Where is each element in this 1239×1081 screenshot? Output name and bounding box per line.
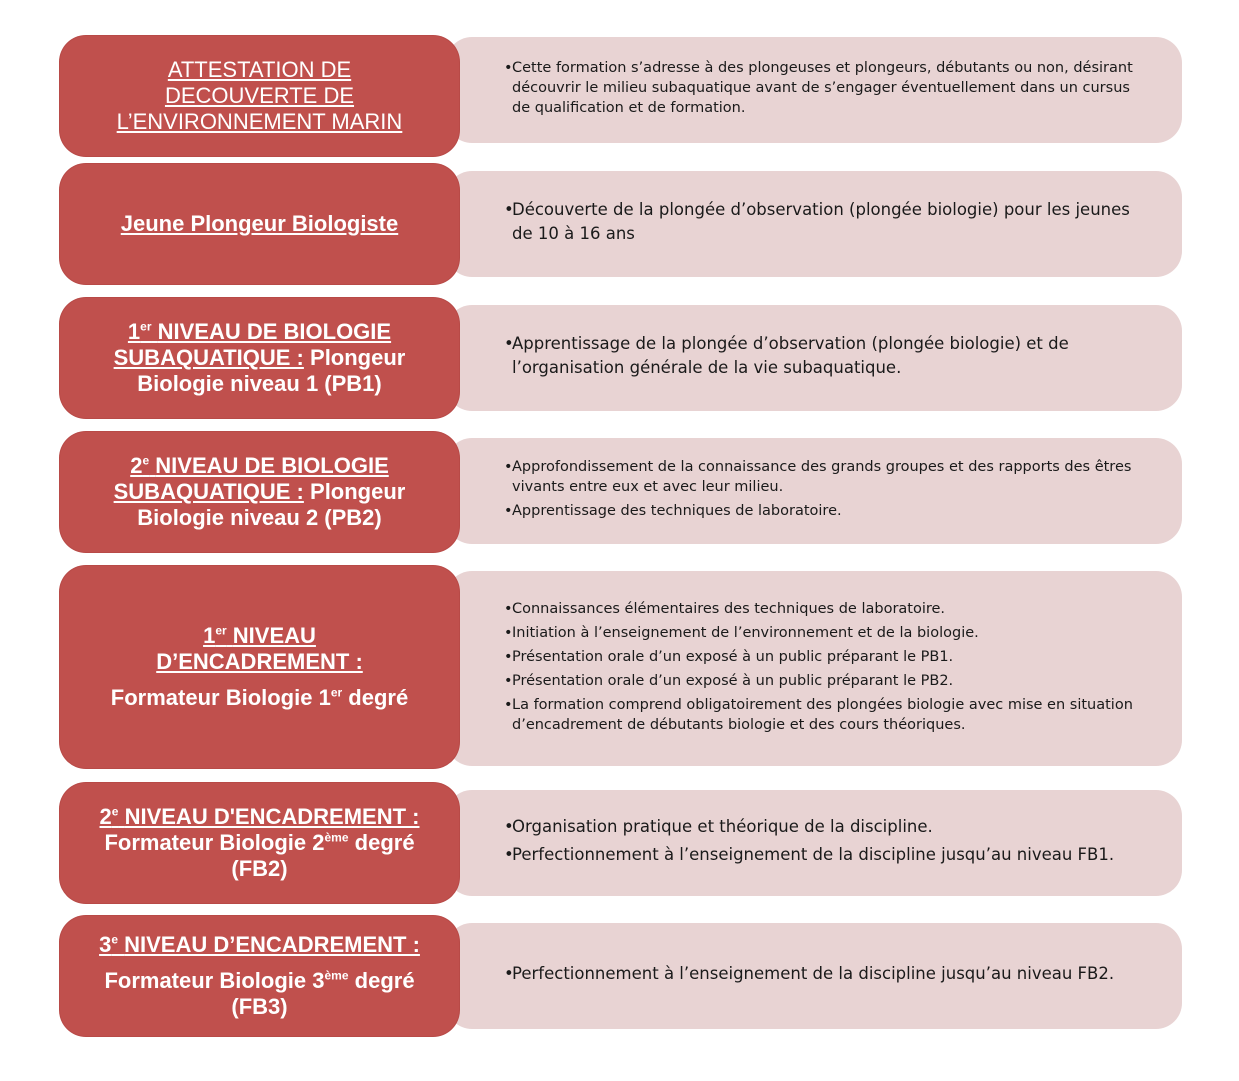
title-superscript: ème	[324, 830, 349, 845]
title-text: SUBAQUATIQUE :	[113, 479, 304, 504]
description-box	[446, 790, 1182, 896]
title-line: ATTESTATION DE	[167, 57, 352, 82]
title-superscript: er	[330, 685, 343, 700]
description-box	[446, 305, 1182, 411]
title-box	[60, 298, 459, 418]
title-box	[60, 916, 459, 1036]
bullet-item: • Apprentissage de la plongée d’observation (plongée biologie) et de l’organisation générale de la vie subaquatique.	[504, 332, 1142, 380]
bullet-item: • Perfectionnement à l’enseignement de la discipline jusqu’au niveau FB2.	[504, 962, 1114, 986]
bullet-item: • La formation comprend obligatoirement des plongées biologie avec mise en situation d’encadrement de débutants biologie et des cours théoriques.	[504, 695, 1142, 735]
title-text: Biologie niveau 2 (PB2)	[137, 505, 382, 530]
title-text: NIVEAU DE BIOLOGIE	[155, 453, 389, 478]
description-box	[446, 923, 1182, 1029]
title-box	[60, 783, 459, 903]
title-text: Plongeur	[310, 479, 406, 504]
title-superscript: e	[111, 932, 118, 947]
bullet-item: • Perfectionnement à l’enseignement de la discipline jusqu’au niveau FB1.	[504, 843, 1114, 867]
title-box	[60, 36, 459, 156]
title-text: Biologie niveau 1 (PB1)	[137, 371, 382, 396]
title-superscript: ème	[324, 968, 349, 983]
bullet-list	[504, 198, 1142, 250]
bullet-list	[504, 962, 1114, 990]
title-text: SUBAQUATIQUE :	[113, 345, 304, 370]
bullet-list	[504, 457, 1142, 525]
title-text: degré	[354, 968, 415, 993]
title-superscript: e	[111, 804, 119, 819]
title-text: NIVEAU D’ENCADREMENT :	[124, 932, 420, 957]
title-text: (FB2)	[231, 856, 288, 881]
title-text: degré	[348, 685, 409, 710]
bullet-list	[504, 332, 1142, 384]
description-box	[446, 571, 1182, 766]
title-superscript: e	[142, 453, 150, 468]
title-box	[60, 566, 459, 768]
title-number: 2	[130, 453, 143, 478]
bullet-list	[504, 815, 1114, 871]
bullet-item: • Cette formation s’adresse à des plongeuses et plongeurs, débutants ou non, désirant découvrir le milieu subaquatique avant de s’engager éventuellement dans un cursus de qualification et de formation.	[504, 58, 1142, 118]
title-text: NIVEAU DE BIOLOGIE	[157, 319, 392, 344]
title-number: 2	[99, 804, 112, 829]
title-superscript: er	[140, 319, 152, 334]
title-number: 1	[127, 319, 141, 344]
title-line: Jeune Plongeur Biologiste	[120, 211, 399, 236]
bullet-item: • Organisation pratique et théorique de la discipline.	[504, 815, 1114, 839]
bullet-item: • Connaissances élémentaires des techniques de laboratoire.	[504, 599, 1142, 619]
title-text: NIVEAU D'ENCADREMENT :	[124, 804, 420, 829]
title-superscript: er	[215, 623, 227, 638]
title-text: Formateur Biologie 3	[104, 968, 325, 993]
bullet-item: • Présentation orale d’un exposé à un public préparant le PB2.	[504, 671, 1142, 691]
description-box	[446, 171, 1182, 277]
title-text: D’ENCADREMENT :	[156, 649, 363, 674]
title-text: NIVEAU	[232, 623, 316, 648]
description-box	[446, 438, 1182, 544]
title-number: 1	[203, 623, 216, 648]
title-text: degré	[354, 830, 415, 855]
bullet-item: • Apprentissage des techniques de laboratoire.	[504, 501, 1142, 521]
title-number: 3	[99, 932, 112, 957]
title-text: Plongeur	[310, 345, 406, 370]
description-box	[446, 37, 1182, 143]
bullet-item: • Découverte de la plongée d’observation (plongée biologie) pour les jeunes de 10 à 16 ans	[504, 198, 1142, 246]
title-text: Formateur Biologie 2	[104, 830, 325, 855]
bullet-item: • Approfondissement de la connaissance des grands groupes et des rapports des êtres vivants entre eux et avec leur milieu.	[504, 457, 1142, 497]
bullet-list	[504, 599, 1142, 739]
title-text: Formateur Biologie 1	[110, 685, 331, 710]
bullet-item: • Présentation orale d’un exposé à un public préparant le PB1.	[504, 647, 1142, 667]
title-line: DECOUVERTE DE	[164, 83, 355, 108]
title-box	[60, 164, 459, 284]
title-line: L’ENVIRONNEMENT MARIN	[116, 109, 403, 134]
bullet-list	[504, 58, 1142, 122]
title-box	[60, 432, 459, 552]
bullet-item: • Initiation à l’enseignement de l’environnement et de la biologie.	[504, 623, 1142, 643]
title-text: (FB3)	[231, 994, 288, 1019]
